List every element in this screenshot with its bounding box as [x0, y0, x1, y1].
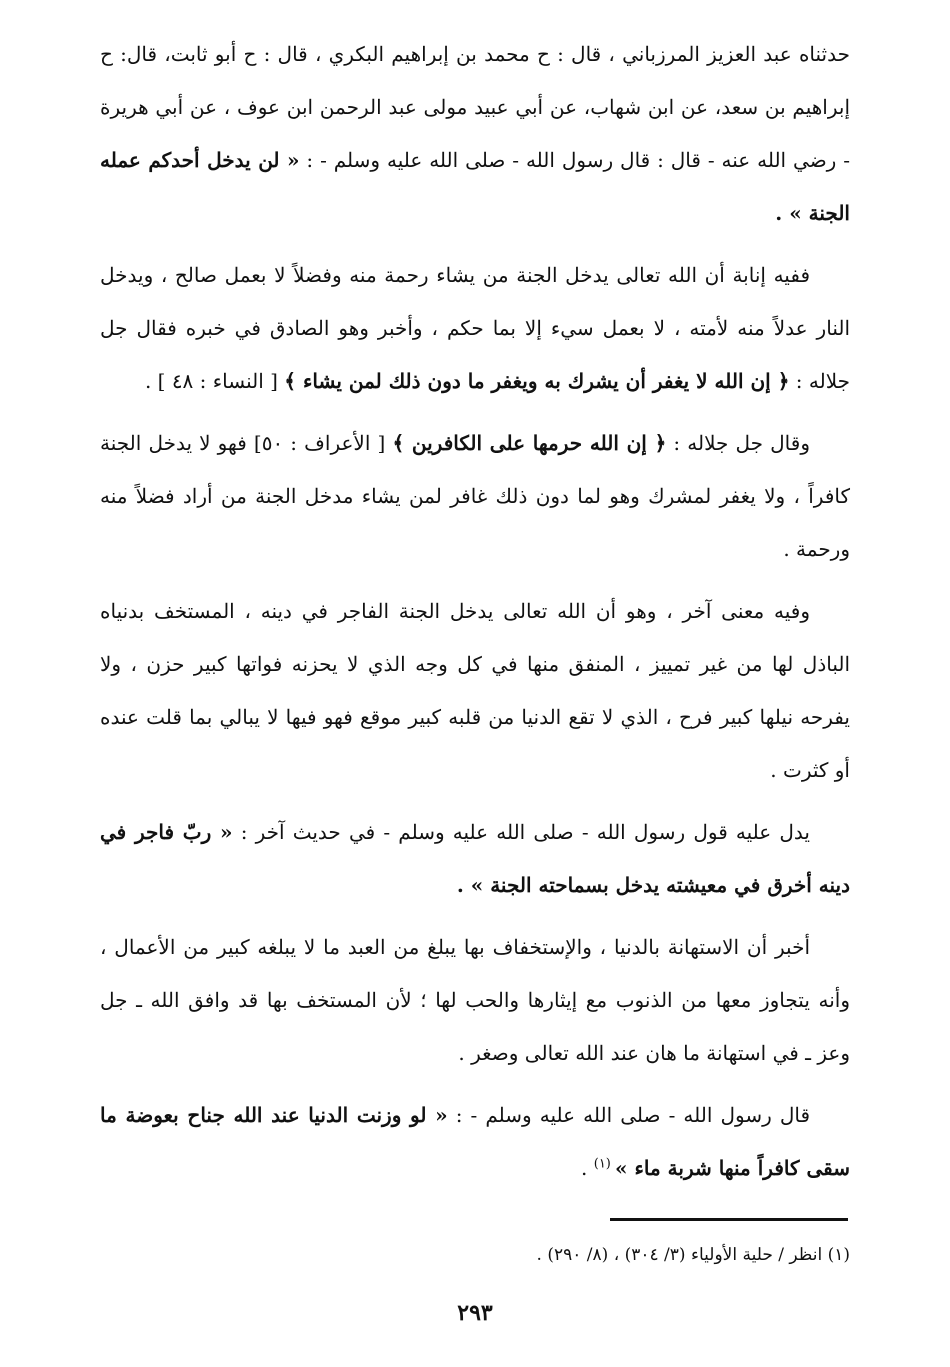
page-number: ٢٩٣ — [457, 1300, 493, 1326]
quoted-text: « ربّ فاجر في دينه أخرق في معيشته يدخل بسماحته الجنة » . — [100, 820, 850, 897]
paragraph-text: حدثناه عبد العزيز المرزباني ، قال : ح محمد بن إبراهيم البكري ، قال : ح أبو ثابت، قال: ح إبراهيم بن سعد، عن ابن شهاب، عن أبي عبيد مولى عبد الرحمن ابن عوف ، عن أبي هريرة - رضي الله عنه - قال : قال رسول الله - صلى الله عليه وسلم - : — [100, 42, 851, 172]
paragraph-text: أخبر أن الاستهانة بالدنيا ، والإستخفاف بها يبلغ من العبد ما لا يبلغه كبير من الأعمال ، وأنه يتجاوز معها من الذنوب مع إيثارها والحب لها ؛ لأن المستخف بها قد وافق الله ـ جل وعز ـ في استهانة ما هان عند الله تعالى وصغر . — [100, 935, 850, 1065]
paragraph — [100, 921, 850, 1080]
quoted-text: « لن يدخل أحدكم عمله الجنة » . — [100, 148, 850, 225]
paragraph-text: قال رسول الله - صلى الله عليه وسلم - : — [447, 1103, 810, 1127]
paragraph — [100, 585, 850, 797]
paragraph-text: يدل عليه قول رسول الله - صلى الله عليه وسلم - في حديث آخر : — [232, 820, 810, 844]
quoted-text: ﴿ إن الله لا يغفر أن يشرك به ويغفر ما دون ذلك لمن يشاء ﴾ — [284, 369, 790, 393]
paragraph — [100, 417, 850, 576]
quoted-text: ﴿ إن الله حرمها على الكافرين ﴾ — [392, 431, 667, 455]
paragraph — [100, 249, 850, 408]
paragraph-text: وفيه معنى آخر ، وهو أن الله تعالى يدخل الجنة الفاجر في دينه ، المستخف بدنياه الباذل لها من غير تمييز ، المنفق منها في كل وجه الذي لا يحزنه فواتها كبير حزن ، ولا يفرحه نيلها كبير فرح ، الذي لا تقع الدنيا من قلبه كبير موقع فهو فيها لا يبالي بما قلت عنده أو كثرت . — [100, 599, 851, 782]
paragraph-text: [ النساء : ٤٨ ] . — [144, 369, 285, 393]
quoted-text: « لو وزنت الدنيا عند الله جناح بعوضة ما سقى كافراً منها شربة ماء » — [100, 1103, 850, 1180]
footnote-marker: (١) — [593, 1156, 616, 1172]
paragraph — [100, 28, 850, 240]
paragraph-text: . — [581, 1156, 594, 1180]
paragraph-text: [ الأعراف : ٥٠] فهو لا يدخل الجنة كافراً ، ولا يغفر لمشرك وهو لما دون ذلك غافر لمن يشاء مدخل الجنة من أراد فضلاً منه ورحمة . — [100, 431, 850, 561]
body-text — [100, 28, 850, 1204]
paragraph — [100, 806, 850, 912]
paragraph — [100, 1089, 850, 1195]
paragraph-text: وقال جل جلاله : — [666, 431, 810, 455]
paragraph-text: ففيه إنابة أن الله تعالى يدخل الجنة من يشاء رحمة منه وفضلاً لا بعمل صالح ، ويدخل النار عدلاً منه لأمته ، لا بعمل سيء إلا بما حكم ، وأخبر وهو الصادق في خبره فقال جل جلاله : — [100, 263, 850, 393]
footnote: (١) انظر / حلية الأولياء (٣/ ٣٠٤) ، (٨/ ٢٩٠) . — [536, 1245, 850, 1265]
footnote-separator — [610, 1218, 848, 1221]
